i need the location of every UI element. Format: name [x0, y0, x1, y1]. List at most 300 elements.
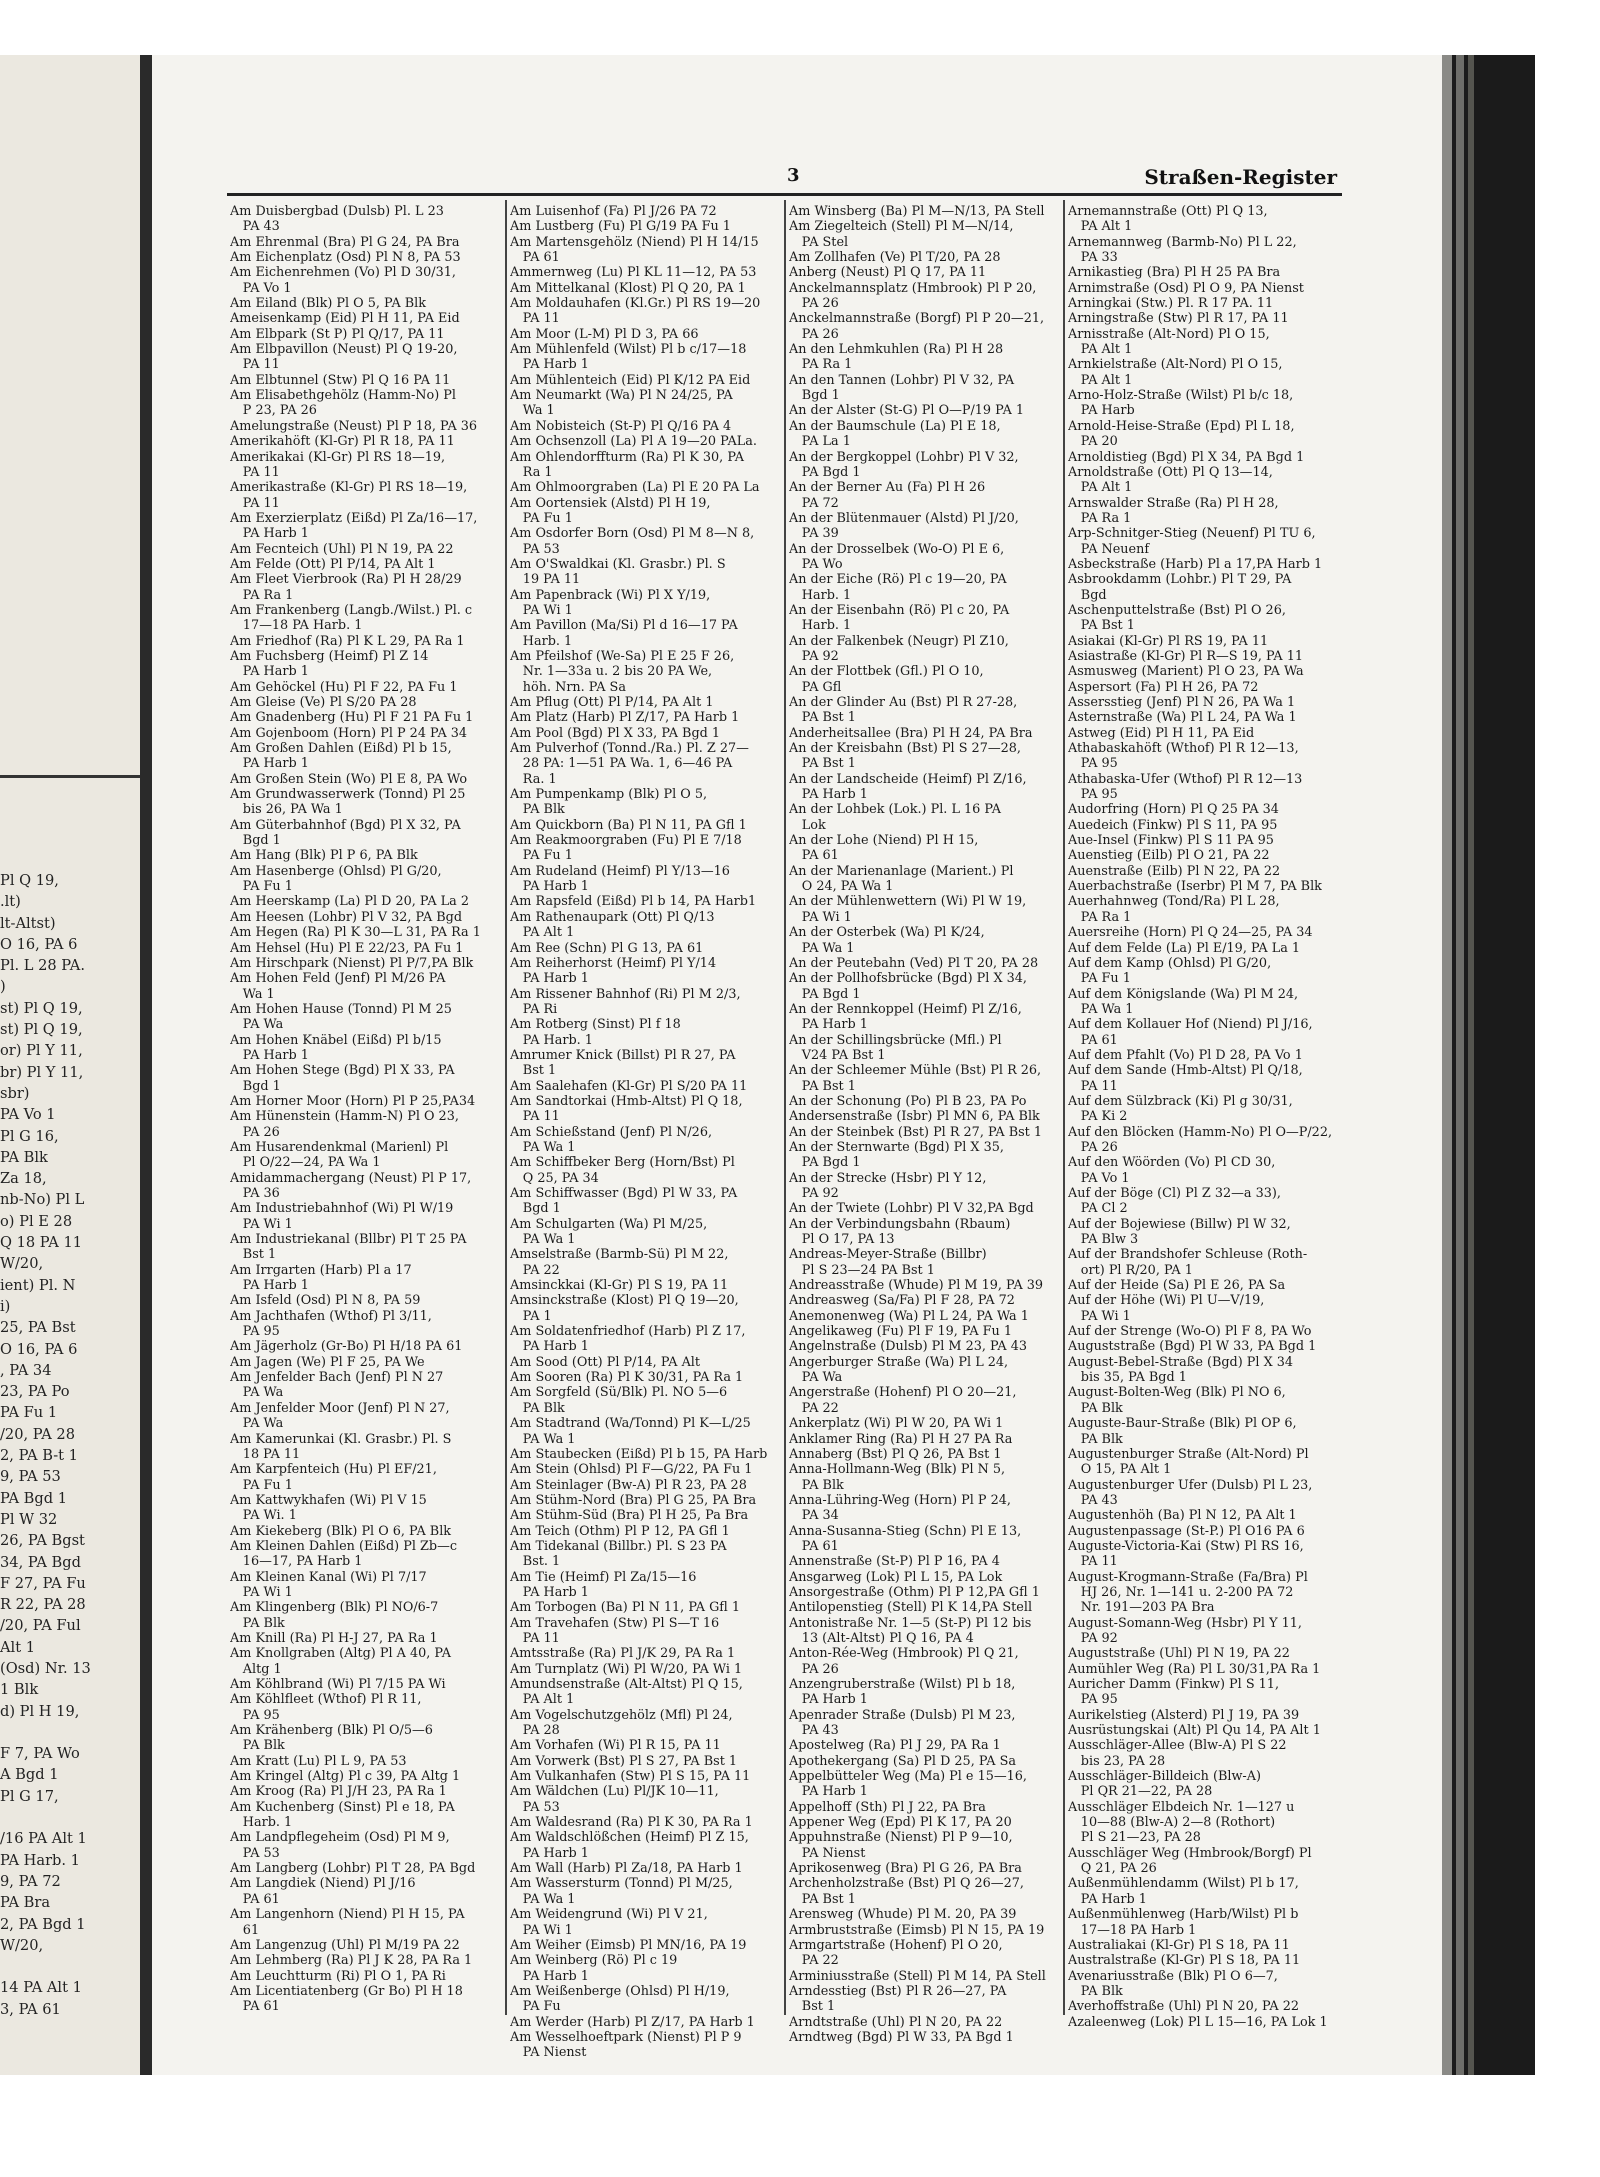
register-entry-line: O 15, PA Alt 1: [1068, 1462, 1172, 1478]
register-entry-line: Am Nobisteich (St-P) Pl Q/16 PA 4: [510, 418, 732, 434]
register-entry-line: Am Ziegelteich (Stell) Pl M—N/14,: [789, 219, 1014, 235]
register-entry-line: PA Harb 1: [230, 1278, 309, 1294]
register-entry-line: PA Harb 1: [789, 1692, 868, 1708]
register-entry-line: Am Jenfelder Bach (Jenf) Pl N 27: [230, 1370, 444, 1386]
register-entry-line: Pl S 23—24 PA Bst 1: [789, 1262, 935, 1278]
register-entry-line: PA Fu 1: [230, 1477, 293, 1493]
register-entry-line: Am Stein (Ohlsd) Pl F—G/22, PA Fu 1: [510, 1462, 753, 1478]
register-entry-line: An der Blütenmauer (Alstd) Pl J/20,: [789, 510, 1019, 526]
register-entry-line: An der Landscheide (Heimf) Pl Z/16,: [789, 771, 1027, 787]
left-page-line: [0, 1807, 140, 1828]
left-page-line: F 27, PA Fu: [0, 1574, 86, 1592]
register-entry-line: Ansgarweg (Lok) Pl L 15, PA Lok: [789, 1569, 1003, 1585]
register-entry-line: Anzengruberstraße (Wilst) Pl b 18,: [789, 1677, 1016, 1692]
register-entry-line: PA Harb 1: [230, 1047, 309, 1063]
register-entry-line: Am Gehöckel (Hu) Pl F 22, PA Fu 1: [230, 679, 458, 695]
register-entry-line: PA Harb 1: [789, 1784, 868, 1800]
register-entry-line: Auf den Wöörden (Vo) Pl CD 30,: [1068, 1155, 1276, 1171]
register-entry-line: Q 25, PA 34: [510, 1170, 599, 1186]
register-entry-line: PA Blk: [510, 1400, 565, 1416]
register-entry-line: Am Felde (Ott) Pl P/14, PA Alt 1: [230, 556, 436, 572]
register-entry-line: Auf der Höhe (Wi) Pl U—V/19,: [1068, 1293, 1265, 1309]
register-entry-line: PA Fu 1: [510, 848, 573, 864]
register-entry-line: PA 95: [230, 1324, 280, 1340]
register-column-4: [1068, 204, 1333, 2030]
register-entry-line: PA Ra 1: [230, 587, 294, 603]
register-entry-line: Amerikahöft (Kl-Gr) Pl R 18, PA 11: [230, 434, 455, 450]
left-page-line: sbr): [0, 1084, 30, 1102]
register-entry-line: Am Osdorfer Born (Osd) Pl M 8—N 8,: [510, 526, 755, 542]
register-entry-line: PA 92: [789, 1186, 839, 1201]
register-entry-line: Auf dem Sülzbrack (Ki) Pl g 30/31,: [1068, 1093, 1293, 1109]
register-entry-line: Am Ohlmoorgraben (La) Pl E 20 PA La: [510, 480, 760, 496]
register-entry-line: 18 PA 11: [230, 1446, 301, 1462]
register-entry-line: Am Hohen Stege (Bgd) Pl X 33, PA: [230, 1063, 455, 1079]
register-entry-line: Am Hohen Hause (Tonnd) Pl M 25: [230, 1001, 452, 1017]
register-entry-line: Am Quickborn (Ba) Pl N 11, PA Gfl 1: [510, 817, 747, 833]
register-entry-line: Asmusweg (Marient) Pl O 23, PA Wa: [1068, 664, 1304, 680]
register-entry-line: PA 22: [789, 1953, 839, 1969]
register-entry-line: PA 92: [1068, 1630, 1118, 1646]
register-entry-line: Audorfring (Horn) Pl Q 25 PA 34: [1068, 802, 1279, 818]
register-entry-line: PA Alt 1: [1068, 219, 1133, 235]
register-entry-line: Am Papenbrack (Wi) Pl X Y/19,: [510, 587, 711, 603]
register-entry-line: Am Tidekanal (Billbr.) Pl. S 23 PA: [510, 1538, 727, 1554]
register-entry-line: Am Pflug (Ott) Pl P/14, PA Alt 1: [510, 695, 714, 710]
register-entry-line: Am Platz (Harb) Pl Z/17, PA Harb 1: [510, 710, 740, 726]
register-entry-line: Anemonenweg (Wa) Pl L 24, PA Wa 1: [789, 1308, 1029, 1324]
register-entry-line: PA 95: [1068, 1692, 1118, 1708]
register-entry-line: PA Wi 1: [230, 1584, 293, 1600]
register-entry-line: Am Sorgfeld (Sü/Blk) Pl. NO 5—6: [510, 1385, 728, 1401]
register-entry-line: Bst 1: [230, 1247, 277, 1263]
register-entry-line: Am Horner Moor (Horn) Pl P 25,PA34: [230, 1093, 476, 1109]
register-entry-line: PA 61: [1068, 1032, 1118, 1048]
register-entry-line: Außenmühlendamm (Wilst) Pl b 17,: [1068, 1876, 1299, 1892]
register-entry-line: Auf der Bojewiese (Billw) Pl W 32,: [1068, 1216, 1291, 1232]
register-entry-line: Am Fuchsberg (Heimf) Pl Z 14: [230, 648, 429, 664]
register-entry-line: Augustenhöh (Ba) Pl N 12, PA Alt 1: [1068, 1508, 1297, 1524]
register-entry-line: Auguste-Baur-Straße (Blk) Pl OP 6,: [1068, 1416, 1297, 1432]
register-entry-line: Aschenputtelstraße (Bst) Pl O 26,: [1068, 602, 1286, 618]
register-entry-line: PA Bst 1: [789, 756, 856, 772]
register-entry-line: PA 11: [510, 311, 560, 327]
register-entry-line: Andreasstraße (Whude) Pl M 19, PA 39: [789, 1278, 1044, 1294]
register-entry-line: An der Baumschule (La) Pl E 18,: [789, 418, 1001, 434]
register-entry-line: Am Mittelkanal (Klost) Pl Q 20, PA 1: [510, 280, 746, 296]
register-entry-line: Am Knollgraben (Altg) Pl A 40, PA: [230, 1646, 452, 1662]
register-entry-line: Archenholzstraße (Bst) Pl Q 26—27,: [789, 1876, 1024, 1892]
register-entry-line: Am Torbogen (Ba) Pl N 11, PA Gfl 1: [510, 1600, 741, 1616]
register-entry-line: PA Wi 1: [789, 909, 852, 925]
register-entry-line: PA Fu: [510, 1999, 561, 2015]
register-entry-line: PA Bgd 1: [789, 1155, 861, 1171]
register-entry-line: Am O'Swaldkai (Kl. Grasbr.) Pl. S: [510, 556, 726, 572]
register-entry-line: Auf der Brandshofer Schleuse (Roth-: [1068, 1247, 1308, 1263]
register-entry-line: An der Glinder Au (Bst) Pl R 27-28,: [789, 695, 1018, 710]
register-entry-line: Auerbachstraße (Iserbr) Pl M 7, PA Blk: [1068, 879, 1322, 895]
register-entry-line: PA Harb 1: [510, 1968, 589, 1984]
register-entry-line: PA Bst 1: [789, 1078, 856, 1094]
column-divider: [1063, 200, 1065, 2015]
register-entry-line: PA 43: [1068, 1492, 1118, 1508]
register-entry-line: PA Bst 1: [789, 710, 856, 726]
register-entry-line: Am Moor (L-M) Pl D 3, PA 66: [510, 326, 699, 342]
register-entry-line: Am Jägerholz (Gr-Bo) Pl H/18 PA 61: [230, 1339, 463, 1355]
register-entry-line: PA Vo 1: [230, 280, 292, 296]
register-entry-line: PA Bgd 1: [789, 464, 861, 480]
register-entry-line: An der Peutebahn (Ved) Pl T 20, PA 28: [789, 955, 1039, 971]
register-entry-line: Am Großen Stein (Wo) Pl E 8, PA Wo: [230, 771, 468, 787]
register-entry-line: Am Schiffwasser (Bgd) Pl W 33, PA: [510, 1186, 738, 1201]
register-entry-line: Ammernweg (Lu) Pl KL 11—12, PA 53: [510, 265, 757, 281]
register-entry-line: An der Sternwarte (Bgd) Pl X 35,: [789, 1139, 1004, 1155]
register-entry-line: Am Kringel (Altg) Pl c 39, PA Altg 1: [230, 1769, 461, 1785]
register-entry-line: Am Stühm-Süd (Bra) Pl H 25, Pa Bra: [510, 1508, 749, 1524]
register-entry-line: PA La 1: [789, 434, 851, 450]
register-entry-line: PA Harb 1: [510, 1584, 589, 1600]
register-entry-line: PA 43: [230, 219, 280, 235]
register-entry-line: Am Fleet Vierbrook (Ra) Pl H 28/29: [230, 572, 462, 588]
left-page-line: F 7, PA Wo: [0, 1745, 80, 1763]
register-entry-line: Amelungstraße (Neust) Pl P 18, PA 36: [230, 418, 478, 434]
register-entry-line: PA Wa 1: [1068, 1001, 1134, 1017]
register-entry-line: Am Sandtorkai (Hmb-Altst) Pl Q 18,: [510, 1093, 743, 1109]
register-entry-line: Auf dem Kamp (Ohlsd) Pl G/20,: [1068, 955, 1272, 971]
register-entry-line: Arnoldistieg (Bgd) Pl X 34, PA Bgd 1: [1068, 449, 1305, 465]
left-page-line: PA Bgd 1: [0, 1489, 67, 1507]
left-page-line: W/20,: [0, 1255, 44, 1273]
register-entry-line: Am Vulkanhafen (Stw) Pl S 15, PA 11: [510, 1769, 751, 1785]
register-entry-line: PA Blk: [230, 1615, 285, 1631]
left-page-line: Pl W 32: [0, 1510, 58, 1528]
register-entry-line: PA Alt 1: [1068, 342, 1133, 358]
register-entry-line: Aprikosenweg (Bra) Pl G 26, PA Bra: [789, 1861, 1022, 1877]
register-entry-line: Am Eiland (Blk) Pl O 5, PA Blk: [230, 296, 427, 312]
register-entry-line: PA 22: [789, 1400, 839, 1416]
register-entry-line: Auf dem Felde (La) Pl E/19, PA La 1: [1068, 940, 1301, 956]
left-page-line: 23, PA Po: [0, 1383, 70, 1401]
register-entry-line: PA Fu 1: [1068, 971, 1131, 987]
register-entry-line: PA Blw 3: [1068, 1232, 1139, 1248]
register-entry-line: Am Knill (Ra) Pl H-J 27, PA Ra 1: [230, 1630, 438, 1646]
left-page-line: 3, PA 61: [0, 2000, 61, 2018]
register-entry-line: An der Berner Au (Fa) Pl H 26: [789, 480, 986, 496]
register-entry-line: PA Wa 1: [510, 1139, 576, 1155]
register-entry-line: PA 95: [230, 1707, 280, 1723]
register-entry-line: An der Flottbek (Gfl.) Pl O 10,: [789, 664, 984, 680]
register-entry-line: PA Blk: [510, 802, 565, 818]
register-entry-line: Australiakai (Kl-Gr) Pl S 18, PA 11: [1068, 1937, 1290, 1953]
register-entry-line: Auersreihe (Horn) Pl Q 24—25, PA 34: [1068, 925, 1313, 941]
register-entry-line: Am Elisabethgehölz (Hamm-No) Pl: [230, 388, 456, 404]
register-entry-line: PA 95: [1068, 756, 1118, 772]
left-page-line: R 22, PA 28: [0, 1596, 86, 1614]
register-entry-line: Am Saalehafen (Kl-Gr) Pl S/20 PA 11: [510, 1078, 748, 1094]
register-entry-line: An der Schleemer Mühle (Bst) Pl R 26,: [789, 1063, 1042, 1079]
page-edge: [1442, 55, 1452, 2075]
register-entry-line: Am Langenzug (Uhl) Pl M/19 PA 22: [230, 1937, 460, 1953]
register-entry-line: An der Alster (St-G) Pl O—P/19 PA 1: [789, 403, 1025, 419]
register-entry-line: Bgd 1: [789, 388, 840, 404]
register-entry-line: Aue-Insel (Finkw) Pl S 11 PA 95: [1068, 833, 1274, 849]
register-entry-line: Am Eichenrehmen (Vo) Pl D 30/31,: [230, 265, 456, 281]
register-entry-line: Am Kratt (Lu) Pl L 9, PA 53: [230, 1753, 407, 1769]
register-entry-line: Am Wall (Harb) Pl Za/18, PA Harb 1: [510, 1861, 743, 1877]
register-entry-line: Ansorgestraße (Othm) Pl P 12,PA Gfl 1: [789, 1584, 1040, 1600]
register-entry-line: PA 53: [510, 541, 560, 557]
register-entry-line: Wa 1: [510, 403, 555, 419]
left-page-line: 9, PA 53: [0, 1468, 61, 1486]
register-entry-line: PA 28: [510, 1723, 560, 1739]
register-entry-line: PA Harb. 1: [510, 1032, 593, 1048]
register-entry-line: Bgd 1: [230, 833, 281, 849]
register-entry-line: Am Turnplatz (Wi) Pl W/20, PA Wi 1: [510, 1661, 743, 1677]
register-entry-line: Am Ohlendorffturm (Ra) Pl K 30, PA: [510, 449, 744, 465]
register-entry-line: PA 72: [789, 495, 839, 511]
register-entry-line: Am Weißenberge (Ohlsd) Pl H/19,: [510, 1983, 730, 1999]
register-entry-line: PA Wa 1: [510, 1431, 576, 1447]
register-entry-line: Bst 1: [510, 1063, 557, 1079]
register-entry-line: Aumühler Weg (Ra) Pl L 30/31,PA Ra 1: [1068, 1661, 1321, 1677]
left-page-line: Q 18 PA 11: [0, 1234, 83, 1252]
register-entry-line: PA 26: [1068, 1139, 1118, 1155]
register-entry-line: Am Wäldchen (Lu) Pl/JK 10—11,: [510, 1784, 719, 1800]
register-entry-line: PA Blk: [1068, 1400, 1123, 1416]
register-entry-line: Am Hirschpark (Nienst) Pl P/7,PA Blk: [230, 955, 474, 971]
left-page-line: nb-No) Pl L: [0, 1191, 85, 1209]
register-entry-line: Am Exerzierplatz (Eißd) Pl Za/16—17,: [230, 510, 478, 526]
register-entry-line: Am Isfeld (Osd) Pl N 8, PA 59: [230, 1293, 421, 1309]
register-entry-line: Am Großen Dahlen (Eißd) Pl b 15,: [230, 741, 452, 757]
register-entry-line: Amsinckkai (Kl-Gr) Pl S 19, PA 11: [510, 1278, 729, 1294]
register-entry-line: Anklamer Ring (Ra) Pl H 27 PA Ra: [789, 1431, 1013, 1447]
register-entry-line: Bgd 1: [230, 1078, 281, 1094]
register-entry-line: Am Karpfenteich (Hu) Pl EF/21,: [230, 1462, 437, 1478]
register-entry-line: Auf dem Kollauer Hof (Niend) Pl J/16,: [1068, 1017, 1313, 1033]
register-entry-line: V24 PA Bst 1: [789, 1047, 886, 1063]
register-entry-line: Arningkai (Stw.) Pl. R 17 PA. 11: [1068, 296, 1274, 312]
register-entry-line: Annenstraße (St-P) Pl P 16, PA 4: [789, 1554, 1000, 1570]
left-page-line: ient) Pl. N: [0, 1276, 76, 1294]
register-entry-line: PA Ri: [510, 1001, 558, 1017]
register-entry-line: An der Eisenbahn (Rö) Pl c 20, PA: [789, 602, 1010, 618]
register-entry-line: Am Husarendenkmal (Marienl) Pl: [230, 1139, 449, 1155]
register-entry-line: PA Wi 1: [230, 1216, 293, 1232]
register-entry-line: Angelikaweg (Fu) Pl F 19, PA Fu 1: [789, 1324, 1012, 1340]
register-entry-line: PA 11: [510, 1630, 560, 1646]
register-entry-line: Am Ree (Schn) Pl G 13, PA 61: [510, 940, 704, 956]
left-page: [0, 55, 140, 2075]
register-entry-line: Am Rathenaupark (Ott) Pl Q/13: [510, 909, 715, 925]
register-entry-line: Anderheitsallee (Bra) Pl H 24, PA Bra: [789, 725, 1033, 741]
left-page-line: Pl. L 28 PA.: [0, 957, 85, 975]
left-page-line: (Osd) Nr. 13: [0, 1659, 91, 1677]
register-entry-line: Auedeich (Finkw) Pl S 11, PA 95: [1068, 817, 1278, 833]
left-page-rule: [0, 775, 140, 778]
register-entry-line: Am Reakmoorgraben (Fu) Pl E 7/18: [510, 833, 742, 849]
register-entry-line: Am Köhlbrand (Wi) Pl 7/15 PA Wi: [230, 1677, 446, 1692]
register-entry-line: Auf der Böge (Cl) Pl Z 32—a 33),: [1068, 1186, 1281, 1201]
register-entry-line: PA 26: [789, 1661, 839, 1677]
register-entry-line: PA 11: [230, 357, 280, 373]
register-entry-line: 17—18 PA Harb. 1: [230, 618, 363, 634]
register-entry-line: August-Krogmann-Straße (Fa/Bra) Pl: [1068, 1569, 1308, 1585]
register-entry-line: Ra. 1: [510, 771, 557, 787]
register-entry-line: Am Hasenberge (Ohlsd) Pl G/20,: [230, 863, 442, 879]
left-page-line: 2, PA Bgd 1: [0, 1915, 86, 1933]
register-entry-line: PA Wi 1: [510, 1922, 573, 1938]
register-entry-line: Arndtstraße (Uhl) Pl N 20, PA 22: [789, 2014, 1003, 2030]
register-entry-line: An der Verbindungsbahn (Rbaum): [789, 1216, 1011, 1232]
register-entry-line: 61: [230, 1922, 260, 1938]
register-entry-line: PA 11: [1068, 1554, 1118, 1570]
register-entry-line: Am Kroog (Ra) Pl J/H 23, PA Ra 1: [230, 1784, 447, 1800]
register-entry-line: Am Stühm-Nord (Bra) Pl G 25, PA Bra: [510, 1492, 757, 1508]
register-entry-line: Am Kuchenberg (Sinst) Pl e 18, PA: [230, 1799, 455, 1815]
register-entry-line: Am Rudeland (Heimf) Pl Y/13—16: [510, 863, 730, 879]
left-page-line: /20, PA Ful: [0, 1617, 81, 1635]
register-entry-line: PA Ki 2: [1068, 1109, 1128, 1125]
register-entry-line: Ausschläger-Billdeich (Blw-A): [1068, 1769, 1261, 1785]
register-entry-line: Am Staubecken (Eißd) Pl b 15, PA Harb: [510, 1446, 768, 1462]
register-entry-line: PA 26: [789, 326, 839, 342]
left-page-line: or) Pl Y 11,: [0, 1042, 83, 1060]
register-entry-line: Am Travehafen (Stw) Pl S—T 16: [510, 1615, 720, 1631]
register-entry-line: Am Weinberg (Rö) Pl c 19: [510, 1953, 678, 1969]
register-entry-line: Am Rissener Bahnhof (Ri) Pl M 2/3,: [510, 986, 741, 1002]
left-page-line: 2, PA B-t 1: [0, 1447, 78, 1465]
register-entry-line: Harb. 1: [789, 587, 852, 603]
register-entry-line: 19 PA 11: [510, 572, 581, 588]
register-entry-line: Antonistraße Nr. 1—5 (St-P) Pl 12 bis: [789, 1615, 1032, 1631]
register-entry-line: August-Bebel-Straße (Bgd) Pl X 34: [1068, 1354, 1294, 1370]
register-entry-line: Apenrader Straße (Dulsb) Pl M 23,: [789, 1707, 1016, 1723]
register-entry-line: Am Industriebahnhof (Wi) Pl W/19: [230, 1201, 454, 1217]
register-entry-line: bis 26, PA Wa 1: [230, 802, 343, 818]
register-entry-line: PA Harb 1: [510, 1845, 589, 1861]
register-entry-line: Angelnstraße (Dulsb) Pl M 23, PA 43: [789, 1339, 1028, 1355]
register-entry-line: Augustenburger Straße (Alt-Nord) Pl: [1068, 1446, 1309, 1462]
register-entry-line: Am Heerskamp (La) Pl D 20, PA La 2: [230, 894, 469, 910]
register-entry-line: PA Harb 1: [1068, 1891, 1147, 1907]
register-entry-line: Apothekergang (Sa) Pl D 25, PA Sa: [789, 1753, 1016, 1769]
register-entry-line: An der Pollhofsbrücke (Bgd) Pl X 34,: [789, 971, 1027, 987]
left-page-line: , PA 34: [0, 1361, 52, 1379]
register-entry-line: Anckelmannsplatz (Hmbrook) Pl P 20,: [789, 280, 1037, 296]
register-entry-line: Anna-Susanna-Stieg (Schn) Pl E 13,: [789, 1523, 1022, 1539]
register-entry-line: Aspersort (Fa) Pl H 26, PA 72: [1068, 679, 1259, 695]
register-entry-line: Am Friedhof (Ra) Pl K L 29, PA Ra 1: [230, 633, 465, 649]
register-entry-line: Am Tie (Heimf) Pl Za/15—16: [510, 1569, 697, 1585]
left-page-line: o) Pl E 28: [0, 1212, 73, 1230]
left-page-line: [0, 1722, 140, 1743]
register-entry-line: Athabaska-Ufer (Wthof) Pl R 12—13: [1068, 771, 1303, 787]
register-entry-line: An der Lohe (Niend) Pl H 15,: [789, 833, 979, 849]
register-entry-line: An der Twiete (Lohbr) Pl V 32,PA Bgd: [789, 1201, 1034, 1217]
left-page-line: lt-Altst): [0, 914, 56, 932]
register-entry-line: PA Blk: [1068, 1983, 1123, 1999]
left-page-line: 14 PA Alt 1: [0, 1979, 82, 1997]
register-entry-line: PA Cl 2: [1068, 1201, 1128, 1217]
register-entry-line: PA 61: [510, 250, 560, 266]
register-entry-line: Wa 1: [230, 986, 275, 1002]
register-entry-line: Bst 1: [789, 1999, 836, 2015]
register-entry-line: PA Alt 1: [510, 1692, 575, 1708]
register-entry-line: PA Alt 1: [1068, 372, 1133, 388]
register-entry-line: Am Moldauhafen (Kl.Gr.) Pl RS 19—20: [510, 296, 761, 312]
register-entry-line: Am Lehmberg (Ra) Pl J K 28, PA Ra 1: [230, 1953, 473, 1969]
register-entry-line: PA Wa 1: [510, 1232, 576, 1248]
left-page-line: O 16, PA 6: [0, 1340, 78, 1358]
register-entry-line: bis 35, PA Bgd 1: [1068, 1370, 1187, 1386]
register-entry-line: Am Pumpenkamp (Blk) Pl O 5,: [510, 787, 708, 803]
register-entry-line: Ausschläger-Allee (Blw-A) Pl S 22: [1068, 1738, 1287, 1754]
register-entry-line: Am Schiffbeker Berg (Horn/Bst) Pl: [510, 1155, 735, 1171]
register-entry-line: Am Kattwykhafen (Wi) Pl V 15: [230, 1492, 427, 1508]
register-entry-line: PA Harb 1: [789, 1017, 868, 1033]
register-entry-line: PA Nienst: [789, 1845, 866, 1861]
register-entry-line: Athabaskahöft (Wthof) Pl R 12—13,: [1068, 741, 1299, 757]
register-entry-line: Auf dem Pfahlt (Vo) Pl D 28, PA Vo 1: [1068, 1047, 1303, 1063]
register-entry-line: Auguststraße (Uhl) Pl N 19, PA 22: [1068, 1646, 1290, 1662]
register-entry-line: Amsinckstraße (Klost) Pl Q 19—20,: [510, 1293, 739, 1309]
left-page-line: 34, PA Bgd: [0, 1553, 81, 1571]
register-entry-line: Am Pavillon (Ma/Si) Pl d 16—17 PA: [510, 618, 738, 634]
register-entry-line: Appelhoff (Sth) Pl J 22, PA Bra: [789, 1799, 986, 1815]
register-entry-line: Am Reiherhorst (Heimf) Pl Y/14: [510, 955, 717, 971]
register-entry-line: PA Bst 1: [1068, 618, 1135, 634]
register-entry-line: Am Köhlfleet (Wthof) Pl R 11,: [230, 1692, 422, 1708]
register-entry-line: Am Weidengrund (Wi) Pl V 21,: [510, 1907, 708, 1923]
register-entry-line: Harb. 1: [789, 618, 852, 634]
left-page-line: /20, PA 28: [0, 1425, 75, 1443]
register-entry-line: An der Marienanlage (Marient.) Pl: [789, 863, 1014, 879]
register-entry-line: Am Hang (Blk) Pl P 6, PA Blk: [230, 848, 418, 864]
register-entry-line: PA 1: [510, 1308, 552, 1324]
register-entry-line: Am Pfeilshof (We-Sa) Pl E 25 F 26,: [510, 648, 735, 664]
register-entry-line: PA Wi. 1: [230, 1508, 297, 1524]
register-entry-line: Nr. 191—203 PA Bra: [1068, 1600, 1215, 1616]
header-rule: [227, 193, 1342, 196]
column-divider: [784, 200, 786, 2015]
register-entry-line: Anna-Lühring-Weg (Horn) Pl P 24,: [789, 1492, 1011, 1508]
register-entry-line: An der Schonung (Po) Pl B 23, PA Po: [789, 1093, 1027, 1109]
register-entry-line: Augustenburger Ufer (Dulsb) Pl L 23,: [1068, 1477, 1313, 1493]
register-entry-line: PA 11: [230, 464, 280, 480]
page-header: [217, 165, 1337, 195]
register-entry-line: PA Ra 1: [1068, 510, 1132, 526]
register-entry-line: Am Elbtunnel (Stw) Pl Q 16 PA 11: [230, 372, 451, 388]
register-entry-line: Am Vogelschutzgehölz (Mfl) Pl 24,: [510, 1707, 733, 1723]
register-entry-line: HJ 26, Nr. 1—141 u. 2-200 PA 72: [1068, 1584, 1294, 1600]
register-entry-line: Am Zollhafen (Ve) Pl T/20, PA 28: [789, 250, 1001, 266]
register-entry-line: Ankerplatz (Wi) Pl W 20, PA Wi 1: [789, 1416, 1004, 1432]
register-entry-line: PA 11: [1068, 1078, 1118, 1094]
register-entry-line: PA Harb 1: [510, 1339, 589, 1355]
register-entry-line: 16—17, PA Harb 1: [230, 1554, 363, 1570]
register-entry-line: 13 (Alt-Altst) Pl Q 16, PA 4: [789, 1630, 974, 1646]
left-page-line: 26, PA Bgst: [0, 1532, 85, 1550]
book-spine: [140, 55, 152, 2075]
register-entry-line: Am Industriekanal (Bllbr) Pl T 25 PA: [230, 1232, 467, 1248]
register-entry-line: Ausrüstungskai (Alt) Pl Qu 14, PA Alt 1: [1068, 1723, 1321, 1739]
register-entry-line: Am Wesselhoeftpark (Nienst) Pl P 9: [510, 2029, 742, 2045]
register-entry-line: Am Hohen Knäbel (Eißd) Pl b/15: [230, 1032, 442, 1048]
register-entry-line: Anberg (Neust) Pl Q 17, PA 11: [789, 265, 987, 281]
register-entry-line: Am Oortensiek (Alstd) Pl H 19,: [510, 495, 711, 511]
register-entry-line: 17—18 PA Harb 1: [1068, 1922, 1197, 1938]
